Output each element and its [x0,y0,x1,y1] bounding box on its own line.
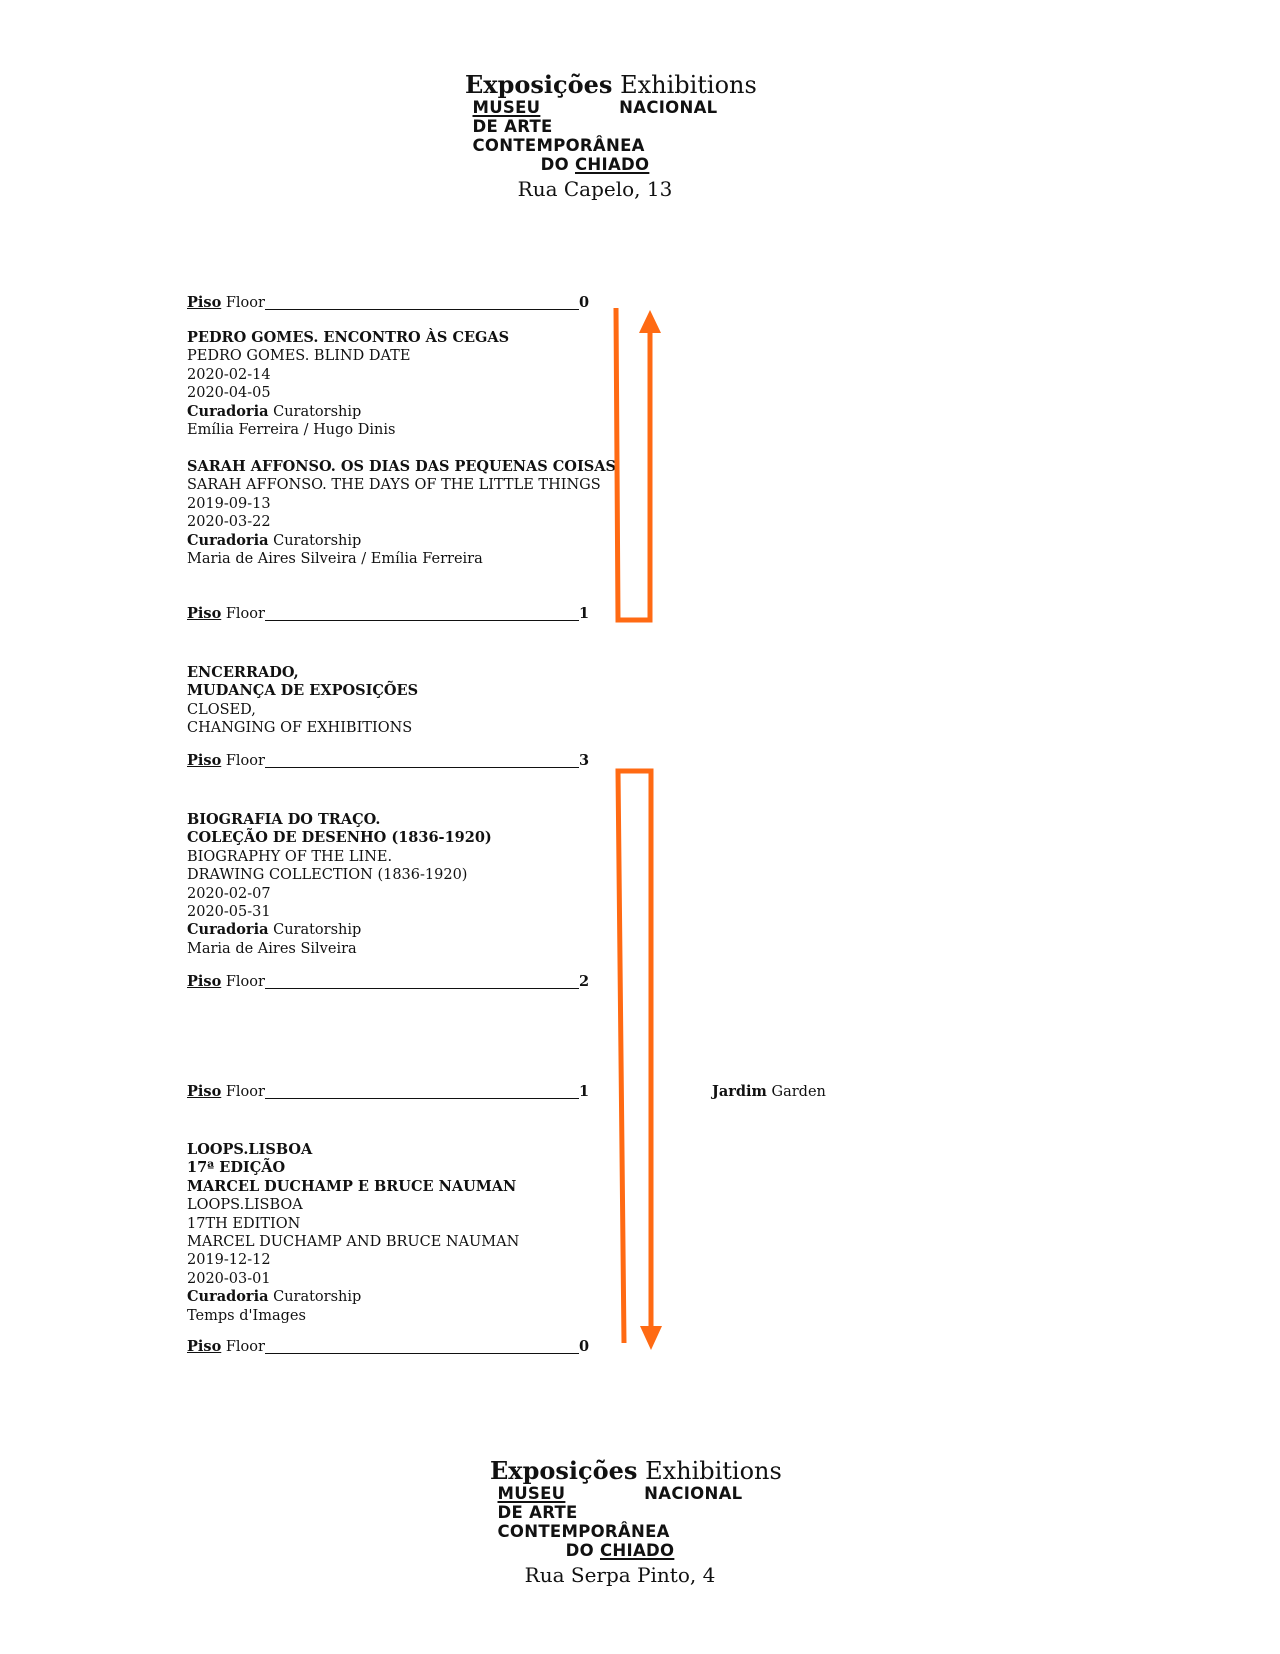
header-title-pt: Exposições [465,70,613,99]
closed-en-line1: CLOSED, [187,701,256,718]
exhibition-curators: Temps d'Images [187,1307,306,1324]
exhibition-start-date: 2020-02-14 [187,366,271,383]
logo-arte: ARTE [529,1503,578,1522]
header-address: Rua Capelo, 13 [517,177,673,201]
exhibition-title-en: LOOPS.LISBOA [187,1197,303,1214]
floor-number: 0 [579,1338,590,1355]
floor-number: 1 [579,1083,590,1100]
exhibition-title-pt: LOOPS.LISBOA [187,1141,313,1158]
museum-logo [498,1484,743,1560]
curatorship-label: Curadoria Curatorship [187,921,362,939]
header-title [490,1456,782,1485]
exhibition-title-pt-2: COLEÇÃO DE DESENHO (1836-1920) [187,829,492,847]
exhibition-end-date: 2020-05-31 [187,904,271,921]
floor-label-pt: Piso [187,294,222,311]
exhibition-curators: Maria de Aires Silveira / Emília Ferreira [187,551,483,568]
exhibition-title-en: SARAH AFFONSO. THE DAYS OF THE LITTLE THINGS [187,477,601,494]
floor-label-pt: Piso [187,752,222,769]
exhibition-title-en-2: DRAWING COLLECTION (1836-1920) [187,867,468,884]
exhibition-title-en: BIOGRAPHY OF THE LINE. [187,848,393,865]
down-arrow [618,771,651,1343]
curatorship-label: Curadoria Curatorship [187,531,362,549]
closed-pt-line1: ENCERRADO, [187,664,299,681]
logo-museu: MUSEU [497,1484,566,1503]
garden-label-en: Garden [771,1084,826,1100]
floor-label-pt: Piso [187,1338,222,1355]
down-arrow-head [640,1326,662,1350]
closed-pt-line2: MUDANÇA DE EXPOSIÇÕES [187,682,419,700]
exhibition-title-en-2: 17TH EDITION [187,1215,301,1232]
exhibition-end-date: 2020-04-05 [187,385,271,402]
logo-contemporanea: CONTEMPORÂNEA [472,136,645,155]
logo-chiado: CHIADO [600,1541,675,1560]
exhibition-title-pt-3: MARCEL DUCHAMP E BRUCE NAUMAN [187,1177,517,1195]
floor-number: 2 [579,973,590,990]
exhibition-title-pt: BIOGRAFIA DO TRAÇO. [187,811,381,828]
logo-do: DO [565,1541,594,1560]
exhibition-title-pt-2: 17ª EDIÇÃO [187,1159,286,1177]
header-address: Rua Serpa Pinto, 4 [524,1563,716,1587]
logo-contemporanea: CONTEMPORÂNEA [497,1522,670,1541]
floor-label-pt: Piso [187,605,222,622]
logo-museu: MUSEU [472,98,541,117]
exhibition-title-pt: SARAH AFFONSO. OS DIAS DAS PEQUENAS COISAS [187,458,616,475]
curatorship-label: Curadoria Curatorship [187,1288,362,1306]
up-arrow [616,308,650,620]
floor-label-pt: Piso [187,1083,222,1100]
logo-chiado: CHIADO [575,155,650,174]
up-arrow-head [639,310,661,333]
curatorship-label: Curadoria Curatorship [187,402,362,420]
logo-de: DE [472,117,499,136]
header-title-pt: Exposições [490,1456,638,1485]
floor-label-en: Floor [225,606,265,622]
header-title-en: Exhibitions [645,1457,782,1485]
floor-label-pt: Piso [187,973,222,990]
floor-label-en: Floor [225,1339,265,1355]
exhibition-curators: Emília Ferreira / Hugo Dinis [187,422,396,439]
exhibition-title-en: PEDRO GOMES. BLIND DATE [187,348,411,365]
closed-en-line2: CHANGING OF EXHIBITIONS [187,720,413,737]
garden-label-pt: Jardim [712,1083,767,1100]
logo-nacional: NACIONAL [644,1484,743,1503]
floor-number: 3 [579,752,590,769]
floor-label-en: Floor [225,1084,265,1100]
logo-nacional: NACIONAL [619,98,718,117]
exhibition-start-date: 2019-12-12 [187,1252,271,1269]
floor-label-en: Floor [225,974,265,990]
floor-number: 1 [579,605,590,622]
floor-number: 0 [579,294,590,311]
exhibition-curators: Maria de Aires Silveira [187,940,357,957]
exhibition-title-pt: PEDRO GOMES. ENCONTRO ÀS CEGAS [187,329,510,346]
logo-de: DE [497,1503,524,1522]
exhibition-end-date: 2020-03-22 [187,514,271,531]
logo-do: DO [540,155,569,174]
exhibition-start-date: 2019-09-13 [187,495,271,512]
header-bottom [490,1456,782,1588]
exhibition-end-date: 2020-03-01 [187,1270,271,1287]
logo-arte: ARTE [504,117,553,136]
exhibition-start-date: 2020-02-07 [187,885,271,902]
floor-label-en: Floor [225,295,265,311]
floor-label-en: Floor [225,753,265,769]
header-title-en: Exhibitions [620,71,757,99]
exhibition-title-en-3: MARCEL DUCHAMP AND BRUCE NAUMAN [187,1234,520,1251]
